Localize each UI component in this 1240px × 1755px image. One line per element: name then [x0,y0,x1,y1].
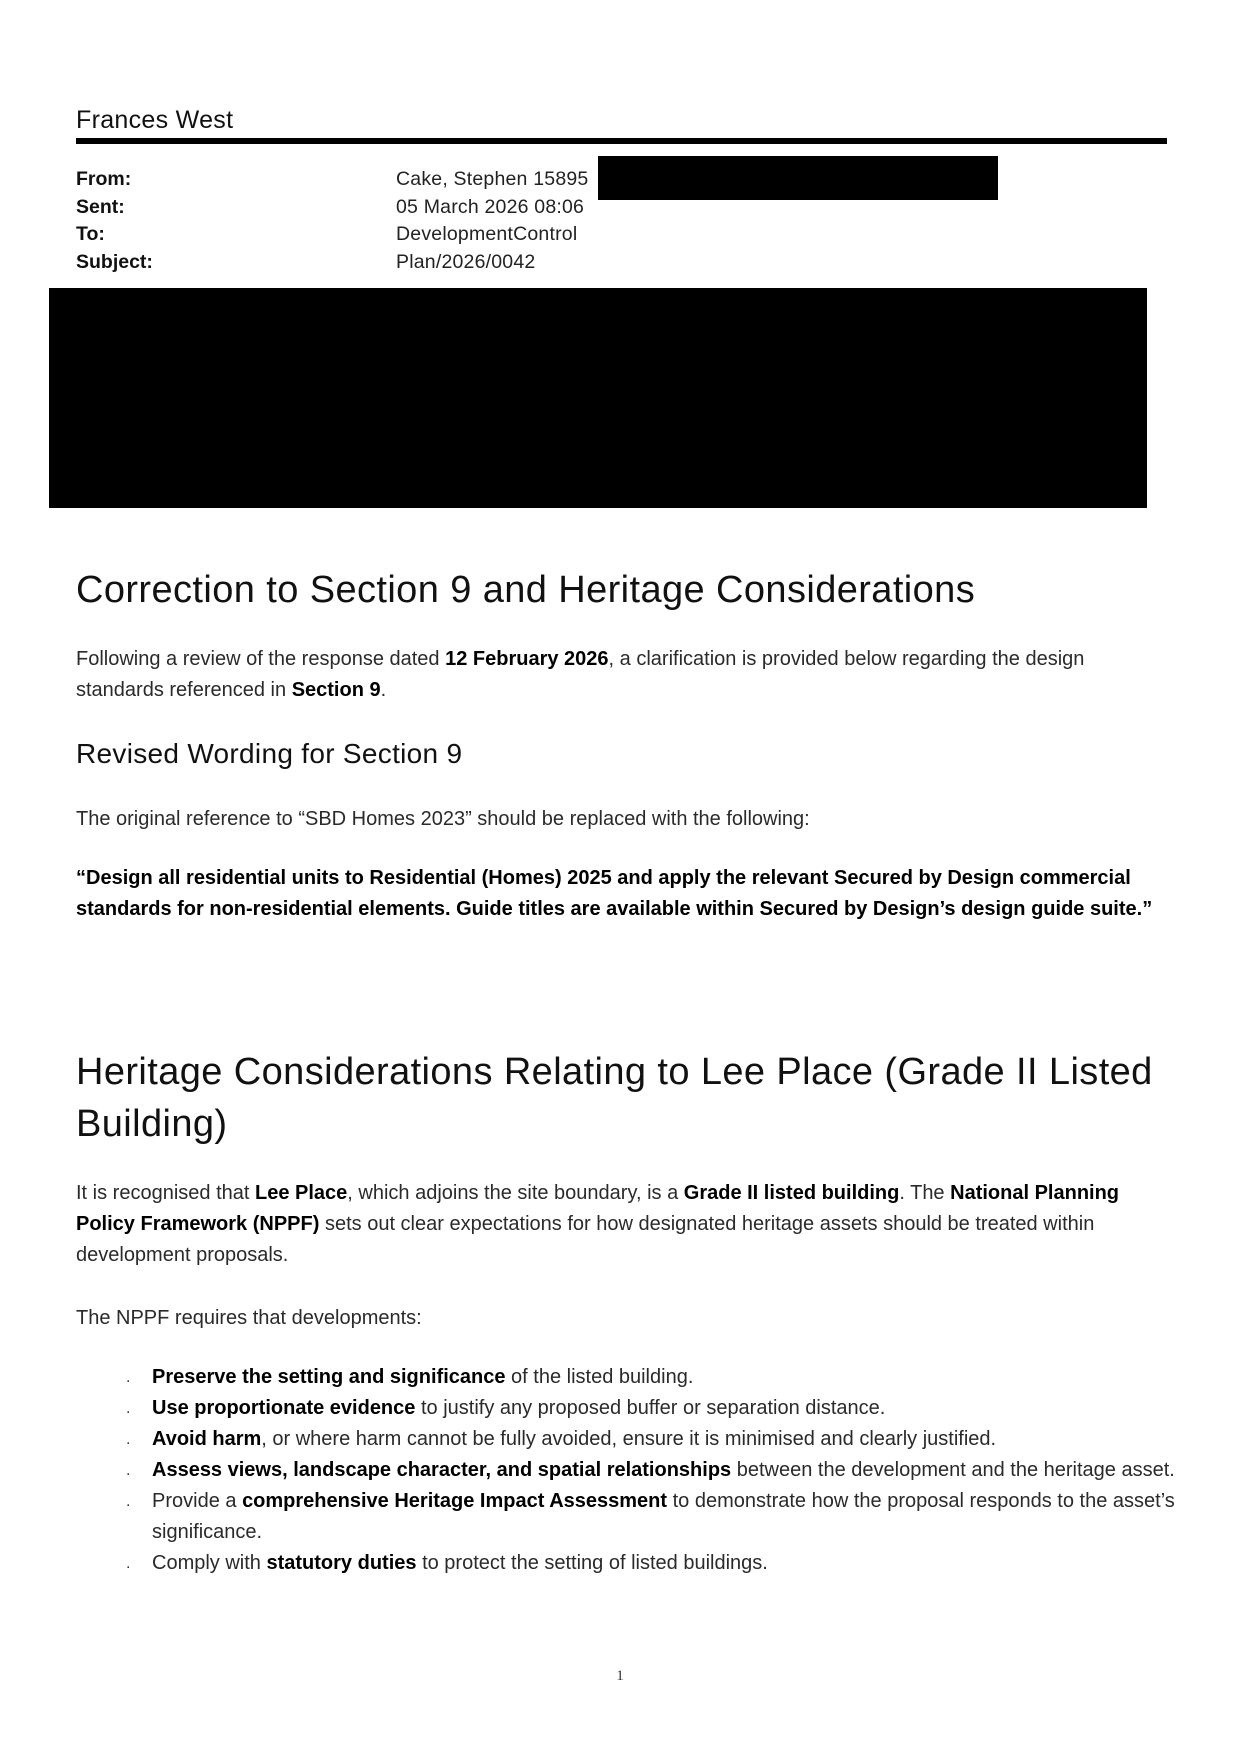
intro-paragraph [76,644,1176,706]
bullet-mark: . [126,1462,131,1479]
bullet-bold: statutory duties [266,1552,417,1574]
bullet-mark: . [126,1555,131,1572]
bullet-bold: Preserve the setting and significance [152,1366,506,1388]
p1-text-a: It is recognised that [76,1182,255,1204]
bullet-bold: Avoid harm [152,1428,262,1450]
nppf-requirements-intro: The NPPF requires that developments: [76,1307,422,1329]
intro-date: 12 February 2026 [445,648,609,670]
sent-value: 05 March 2026 08:06 [396,195,585,218]
p1-text-b: , which adjoins the site boundary, is a [347,1182,684,1204]
requirements-list [76,1362,1176,1579]
bullet-bold: Assess views, landscape character, and spatial relationships [152,1459,732,1481]
bullet-mark: . [126,1431,131,1448]
revised-wording-heading: Revised Wording for Section 9 [76,738,463,769]
list-item [76,1393,1176,1424]
bullet-post: to demonstrate how the proposal responds to the asset’s significance. [152,1490,1175,1543]
list-item [76,1455,1176,1486]
bullet-mark: . [126,1369,131,1386]
intro-text-c: . [380,679,387,701]
bullet-post: to protect the setting of listed buildings. [416,1552,768,1574]
header-rule [76,138,1167,144]
to-row [76,221,1076,249]
subject-value: Plan/2026/0042 [396,250,536,273]
bullet-mark: . [126,1400,131,1417]
list-item [76,1486,1176,1548]
bullet-pre: Provide a [152,1490,243,1512]
bullet-bold: Use proportionate evidence [152,1397,416,1419]
list-item [76,1362,1176,1393]
to-value: DevelopmentControl [396,223,578,245]
subject-label: Subject: [76,250,153,273]
list-item [76,1424,1176,1455]
correction-heading: Correction to Section 9 and Heritage Considerations [76,569,976,611]
bullet-post: to justify any proposed buffer or separation distance. [415,1397,886,1419]
nppf-name: National Planning Policy Framework (NPPF) [76,1182,1120,1235]
lee-place: Lee Place [254,1182,348,1204]
subject-row [76,249,1076,277]
bullet-post: , or where harm cannot be fully avoided, ensure it is minimised and clearly justified. [261,1428,997,1450]
bullet-pre: Comply with [152,1552,267,1574]
page-number: 1 [616,1668,624,1684]
heritage-heading: Heritage Considerations Relating to Lee Place (Grade II Listed Building) [76,1051,1153,1145]
bullet-post: between the development and the heritage asset. [731,1459,1175,1481]
sender-name: Frances West [76,106,234,134]
heritage-paragraph [76,1178,1176,1271]
redaction-block-email [598,156,998,200]
grade-listed: Grade II listed building [683,1182,900,1204]
redaction-block-body [49,288,1147,508]
p1-text-c: . The [899,1182,951,1204]
from-value: Cake, Stephen 15895 [396,168,589,190]
sent-label: Sent: [76,195,125,218]
intro-text-b: , a clarification is provided below regarding the design standards referenced in [76,648,1085,701]
intro-text-a: Following a review of the response dated [76,648,446,670]
bullet-post: of the listed building. [505,1366,694,1388]
intro-section: Section 9 [291,679,381,701]
original-reference-text: The original reference to “SBD Homes 2023” should be replaced with the following: [76,808,810,830]
from-label: From: [76,168,132,190]
bullet-bold: comprehensive Heritage Impact Assessment [242,1490,668,1512]
replacement-quote: “Design all residential units to Residential (Homes) 2025 and apply the relevant Secured by Design commercial standards for non-residential elements. Guide titles are available within Secured by Design’s design guide suite.” [76,867,1153,920]
list-item [76,1548,1176,1579]
to-label: To: [76,223,105,245]
bullet-mark: . [126,1493,131,1510]
p1-text-d: sets out clear expectations for how designated heritage assets should be treated within development proposals. [76,1213,1095,1266]
